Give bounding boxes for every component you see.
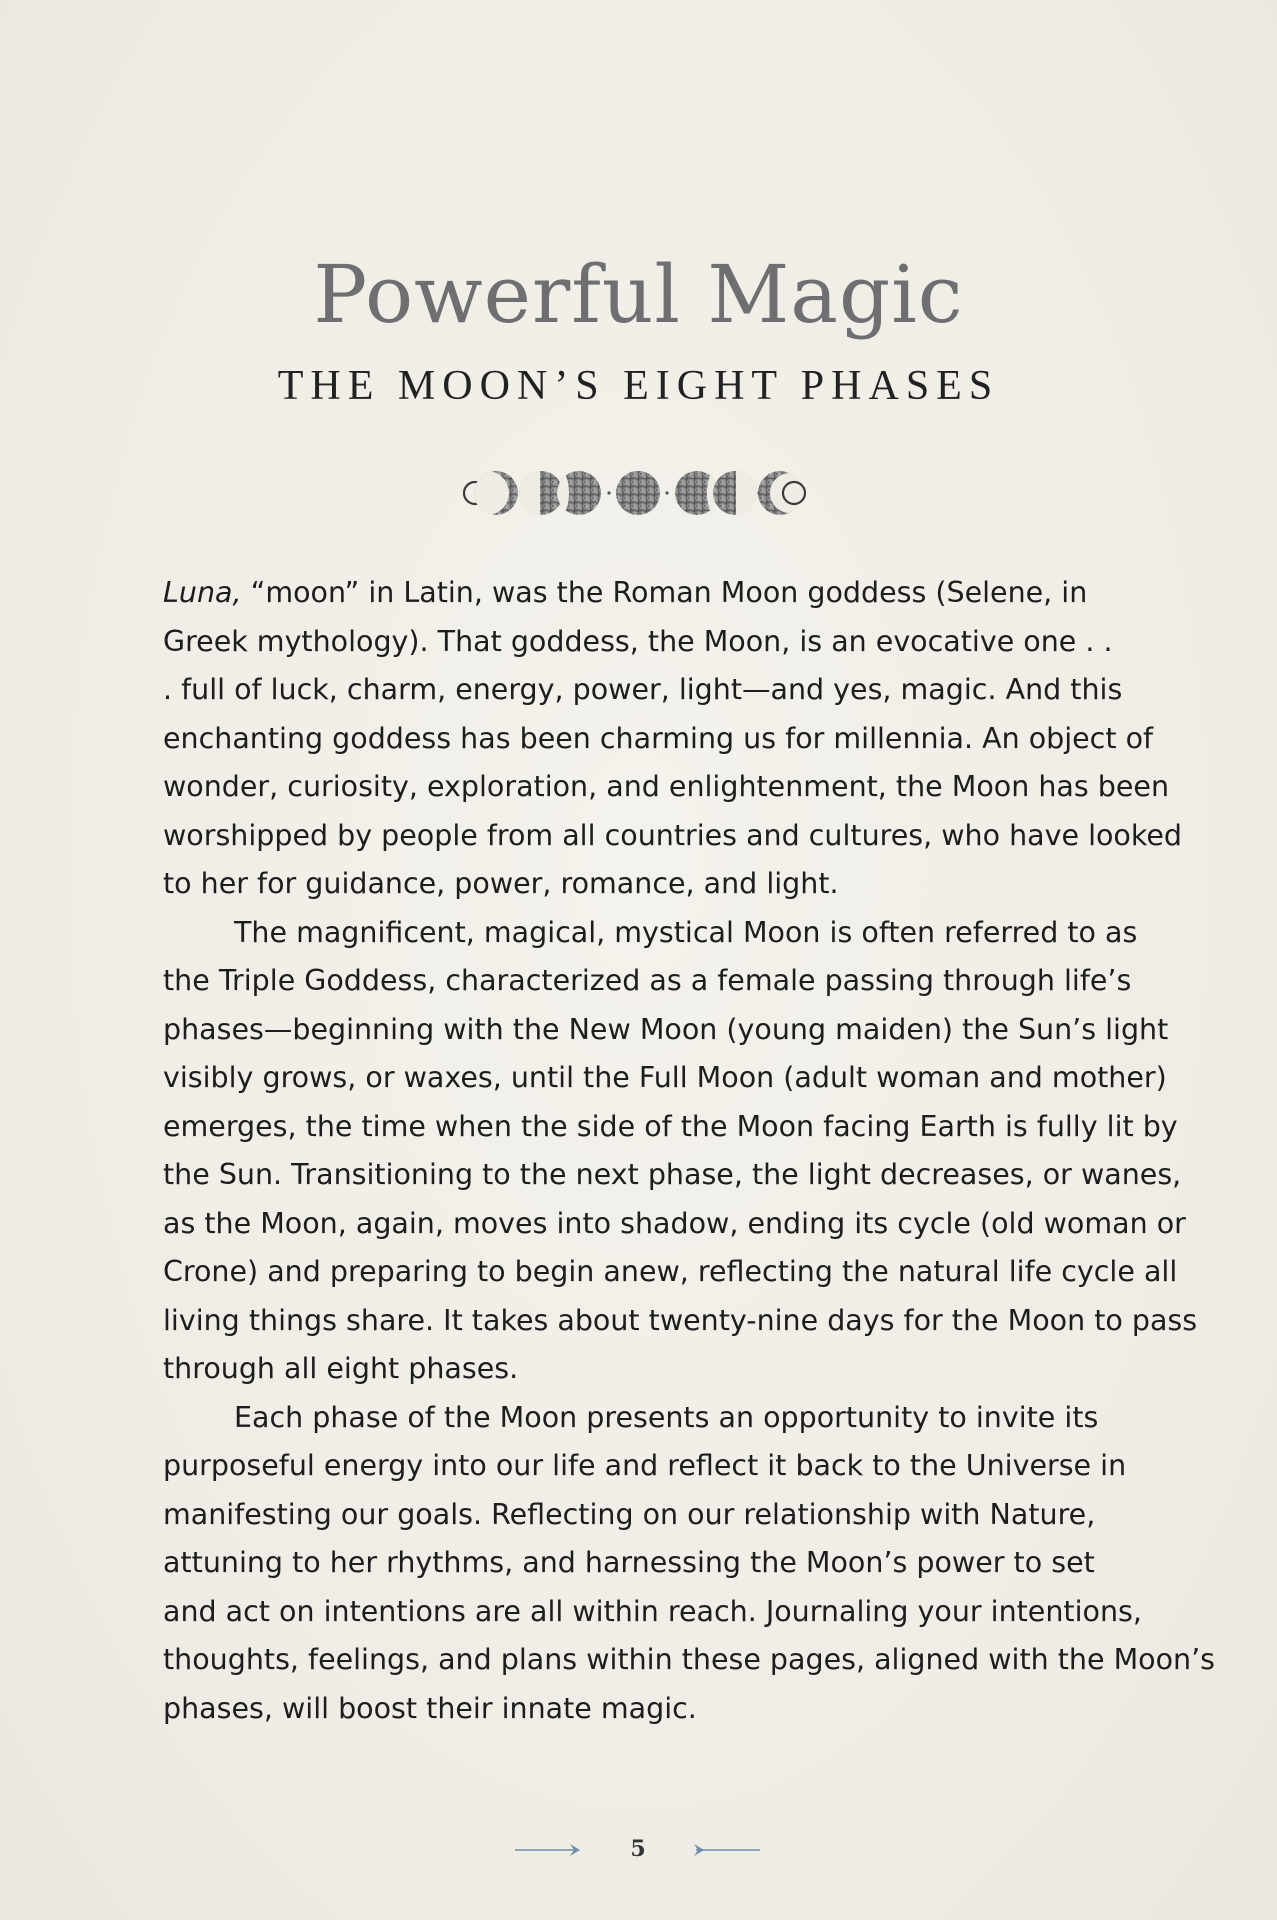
moon-phases-icon bbox=[463, 463, 813, 523]
page-number: 5 bbox=[630, 1836, 646, 1862]
right-arrow-ornament-icon bbox=[694, 1844, 760, 1856]
page-subtitle: THE MOON’S EIGHT PHASES bbox=[277, 363, 1000, 409]
waxing-gibbous-icon bbox=[553, 471, 601, 515]
paragraph-1: Luna, “moon” in Latin, was the Roman Moon goddess (Selene, in Greek mythology). That goddess, the Moon, is an evocative one . . . full of luck, charm, energy, power, light—and yes, magic. And this enchanting goddess has been charming us for millennia. An object of wonder, curiosity, exploration, and enlightenment, the Moon has been worshipped by people from all countries and cultures, who have looked to her for guidance, power, romance, and light. bbox=[163, 576, 1182, 900]
first-quarter-icon bbox=[513, 468, 563, 518]
last-quarter-icon bbox=[713, 468, 763, 518]
paragraph-3: Each phase of the Moon presents an opportunity to invite its purposeful energy into our life and reflect it back to the Universe in manifesting our goals. Reflecting on our relationship with Nature, attuning to her rhythms, and harnessing the Moon’s power to set and act on intentions are all within reach. Journaling your intentions, thoughts, feelings, and plans within these pages, aligned with the Moon’s phases, will boost their innate magic. bbox=[163, 1400, 1216, 1725]
waxing-crescent-icon bbox=[465, 471, 518, 515]
left-arrow-ornament-icon bbox=[515, 1844, 580, 1856]
body-text bbox=[163, 569, 1216, 1733]
full-moon-icon bbox=[616, 471, 660, 515]
page-title: Powerful Magic bbox=[313, 248, 964, 341]
luna-word: Luna, bbox=[163, 576, 242, 609]
paragraph-2: The magnificent, magical, mystical Moon is often referred to as the Triple Goddess, characterized as a female passing through life’s phases—beginning with the New Moon (young maiden) the Sun’s light visibly grows, or waxes, until the Full Moon (adult woman and mother) emerges, the time when the side of the Moon facing Earth is fully lit by the Sun. Transitioning to the next phase, the light decreases, or wanes, as the Moon, again, moves into shadow, ending its cycle (old woman or Crone) and preparing to begin anew, reflecting the natural life cycle all living things share. It takes about twenty-nine days for the Moon to pass through all eight phases. bbox=[163, 915, 1198, 1385]
